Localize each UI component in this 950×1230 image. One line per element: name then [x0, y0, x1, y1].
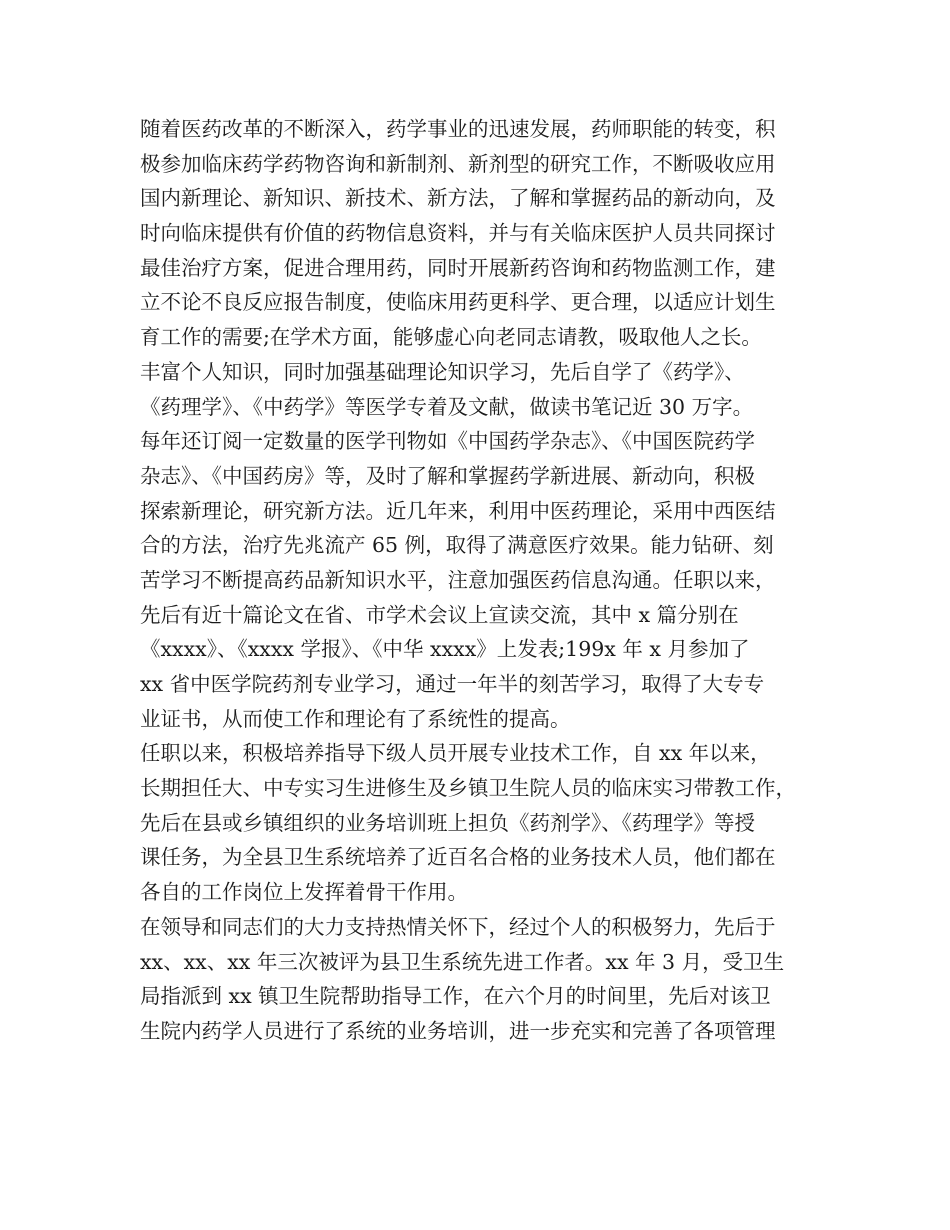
- text-line: 杂志》、《中国药房》等，及时了解和掌握药学新进展、新动向，积极: [140, 463, 755, 488]
- text-line: 先后有近十篇论文在省、市学术会议上宣读交流，其中 x 篇分别在: [140, 602, 739, 627]
- text-line: 最佳治疗方案，促进合理用药，同时开展新药咨询和药物监测工作，建: [140, 255, 776, 280]
- text-line: 业证书，从而使工作和理论有了系统性的提高。: [140, 706, 571, 731]
- text-line: 《xxxx》、《xxxx 学报》、《中华 xxxx》上发表;199x 年 x 月参加了: [140, 637, 750, 662]
- text-line: xx 省中医学院药剂专业学习，通过一年半的刻苦学习，取得了大专专: [140, 672, 765, 696]
- text-line: 任职以来，积极培养指导下级人员开展专业技术工作，自 xx 年以来，: [140, 741, 771, 766]
- text-line: 国内新理论、新知识、新技术、新方法，了解和掌握药品的新动向，及: [140, 186, 776, 211]
- text-line: 每年还订阅一定数量的医学刊物如《中国药学杂志》、《中国医院药学: [140, 429, 755, 454]
- text-line: 合的方法，治疗先兆流产 65 例，取得了满意医疗效果。能力钻研、刻: [140, 533, 774, 558]
- text-line: 探索新理论，研究新方法。近几年来，利用中医药理论，采用中西医结: [140, 498, 776, 523]
- text-line: 在领导和同志们的大力支持热情关怀下，经过个人的积极努力，先后于: [140, 914, 776, 939]
- text-line: 《药理学》、《中药学》等医学专着及文献，做读书笔记近 30 万字。: [140, 394, 754, 419]
- body-text: [140, 112, 830, 1049]
- text-line: 立不论不良反应报告制度，使临床用药更科学、更合理，以适应计划生: [140, 290, 776, 315]
- text-line: 随着医药改革的不断深入，药学事业的迅速发展，药师职能的转变，积: [140, 117, 776, 141]
- text-line: 丰富个人知识，同时加强基础理论知识学习，先后自学了《药学》、: [140, 359, 745, 384]
- text-line: 课任务，为全县卫生系统培养了近百名合格的业务技术人员，他们都在: [140, 845, 776, 870]
- text-line: 育工作的需要;在学术方面，能够虚心向老同志请教，吸取他人之长。: [140, 325, 762, 350]
- text-line: 局指派到 xx 镇卫生院帮助指导工作，在六个月的时间里，先后对该卫: [140, 984, 771, 1009]
- text-line: 苦学习不断提高药品新知识水平，注意加强医药信息沟通。任职以来，: [140, 567, 776, 592]
- text-line: 时向临床提供有价值的药物信息资料，并与有关临床医护人员共同探讨: [140, 221, 776, 246]
- text-line: 各自的工作岗位上发挥着骨干作用。: [140, 880, 468, 905]
- text-line: xx、xx、xx 年三次被评为县卫生系统先进工作者。xx 年 3 月，受卫生: [140, 949, 785, 974]
- text-line: 先后在县或乡镇组织的业务培训班上担负《药剂学》、《药理学》等授: [140, 810, 755, 835]
- text-line: 生院内药学人员进行了系统的业务培训，进一步充实和完善了各项管理: [140, 1018, 776, 1043]
- text-line: 极参加临床药学药物咨询和新制剂、新剂型的研究工作，不断吸收应用: [140, 151, 776, 176]
- text-line: 长期担任大、中专实习生进修生及乡镇卫生院人员的临床实习带教工作，: [140, 776, 796, 801]
